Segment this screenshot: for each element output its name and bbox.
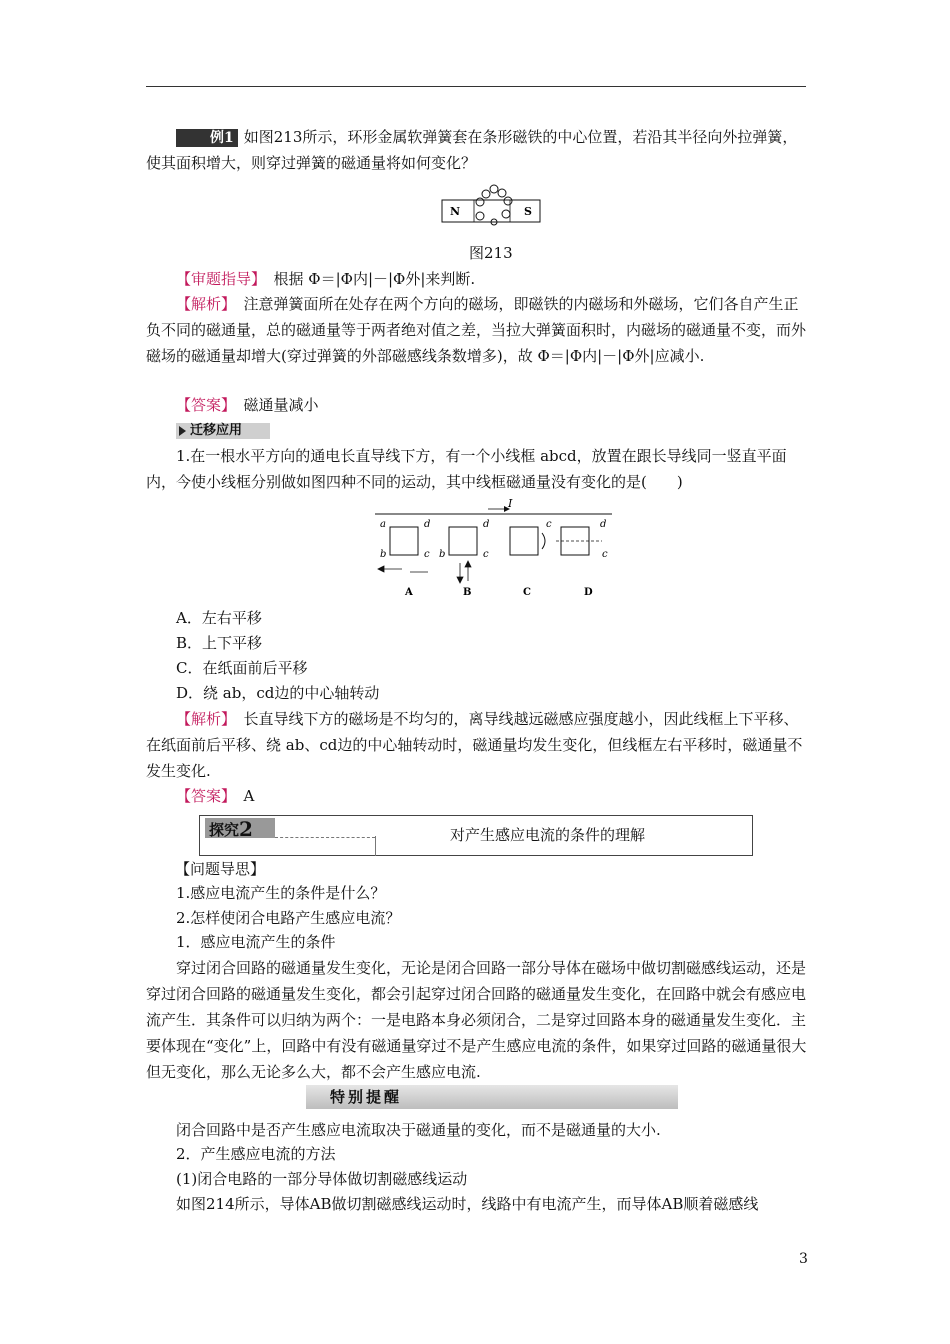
- explore-guide-label: 【问题导思】: [175, 860, 266, 878]
- example-question: [146, 124, 810, 176]
- figure-213: [438, 180, 544, 226]
- answer-text: 磁通量减小: [243, 396, 319, 414]
- panel-label-c: C: [523, 587, 531, 598]
- label-d-2: d: [483, 519, 490, 530]
- section2-sub: (1)闭合电路的一部分导体做切割磁感线运动: [176, 1170, 468, 1188]
- explore-q1: 1.感应电流产生的条件是什么？: [176, 884, 386, 902]
- label-c-3: c: [546, 519, 552, 530]
- label-b-1: b: [380, 549, 387, 560]
- label-a-1: a: [380, 519, 386, 530]
- transfer-analysis-label: 【解析】: [176, 710, 229, 728]
- example-question-text: 如图213所示，环形金属软弹簧套在条形磁铁的中心位置，若沿其半径向外拉弹簧，使其面积增大，则穿过弹簧的磁通量将如何变化？: [146, 128, 798, 172]
- option-d: D．绕 ab，cd边的中心轴转动: [176, 684, 380, 702]
- rotation-arc: [542, 533, 545, 549]
- label-d-3: d: [600, 519, 607, 530]
- label-d-1: d: [424, 519, 431, 530]
- explore-q2: 2.怎样使闭合电路产生感应电流？: [176, 909, 401, 927]
- label-c-2: c: [483, 549, 489, 560]
- frame-a: [390, 527, 589, 555]
- coil-motion-figure: [370, 497, 620, 601]
- panel-label-a: A: [405, 587, 413, 598]
- guide-text: 根据 Φ＝|Φ内|－|Φ外|来判断.: [273, 270, 476, 288]
- answer-label: 【答案】: [176, 396, 229, 414]
- label-b-2: b: [439, 549, 446, 560]
- panel-label-b: B: [463, 587, 472, 598]
- tip-heading: 特别提醒: [330, 1088, 403, 1106]
- magnet-n-label: N: [450, 205, 461, 218]
- header-rule: [146, 86, 806, 87]
- transfer-answer: [146, 783, 810, 809]
- analysis-text: 注意弹簧面所在处存在两个方向的磁场，即磁铁的内磁场和外磁场，它们各自产生正负不同的磁通量，总的磁通量等于两者绝对值之差，当拉大弹簧面积时，内磁场的磁通量不变，而外磁场的磁通量却增大(穿过弹簧的外部磁感线条数增多)，故 Φ＝|Φ内|－|Φ外|应减小.: [146, 295, 807, 365]
- option-a: A．左右平移: [176, 609, 262, 627]
- section1-heading: 1．感应电流产生的条件: [176, 933, 336, 951]
- tip-bar: [306, 1085, 678, 1109]
- section2-text: 如图214所示，导体AB做切割磁感线运动时，线路中有电流产生，而导体AB顺着磁感线: [176, 1195, 759, 1213]
- current-label: I: [508, 497, 513, 510]
- label-c-4: c: [602, 549, 608, 560]
- figure-213-caption: 图213: [469, 244, 513, 262]
- guide-label: 【审题指导】: [176, 270, 259, 288]
- explore-title: 对产生感应电流的条件的理解: [450, 826, 646, 844]
- option-c: C．在纸面前后平移: [176, 659, 308, 677]
- transfer-answer-label: 【答案】: [176, 787, 229, 805]
- magnet-s-label: S: [524, 205, 532, 218]
- page-number: 3: [799, 1251, 808, 1267]
- example-badge: 例1: [176, 129, 238, 147]
- analysis-label: 【解析】: [176, 295, 229, 313]
- transfer-analysis: [146, 706, 810, 784]
- explore-dash: [275, 837, 375, 838]
- transfer-question: 1.在一根水平方向的通电长直导线下方，有一个小线框 abcd，放置在跟长导线同一竖直平面内，今使小线框分别做如图四种不同的运动，其中线框磁通量没有变化的是( ): [146, 447, 787, 491]
- panel-label-d: D: [584, 587, 593, 598]
- explore-tick: [375, 836, 376, 856]
- section2-heading: 2．产生感应电流的方法: [176, 1145, 336, 1163]
- explore-badge-num: 2: [239, 817, 253, 841]
- option-b: B．上下平移: [176, 634, 263, 652]
- motion-arrows: [378, 561, 471, 583]
- guide-line: [146, 266, 810, 292]
- example-answer: [146, 392, 810, 418]
- tip-text: 闭合回路中是否产生感应电流取决于磁通量的变化，而不是磁通量的大小.: [176, 1121, 661, 1139]
- transfer-heading: 迁移应用: [176, 423, 270, 439]
- transfer-answer-text: A: [243, 787, 255, 805]
- transfer-analysis-text: 长直导线下方的磁场是不均匀的，离导线越远磁感应强度越小，因此线框上下平移、在纸面前后平移、绕 ab、cd边的中心轴转动时，磁通量均发生变化，但线框左右平移时，磁通量不发生变化.: [146, 710, 803, 780]
- example-analysis: [146, 291, 810, 369]
- explore-badge-text: 探究: [209, 821, 240, 839]
- label-c-1: c: [424, 549, 430, 560]
- section1-text: 穿过闭合回路的磁通量发生变化，无论是闭合回路一部分导体在磁场中做切割磁感线运动，还是穿过闭合回路的磁通量发生变化，都会引起穿过闭合回路的磁通量发生变化，在回路中就会有感应电流产生．其条件可以归纳为两个：一是电路本身必须闭合，二是穿过回路本身的磁通量发生变化．主要体现在“变化”上，回路中有没有磁通量穿过不是产生感应电流的条件，如果穿过回路的磁通量很大但无变化，那么无论多么大，都不会产生感应电流.: [146, 959, 807, 1081]
- explore-badge: [205, 817, 275, 841]
